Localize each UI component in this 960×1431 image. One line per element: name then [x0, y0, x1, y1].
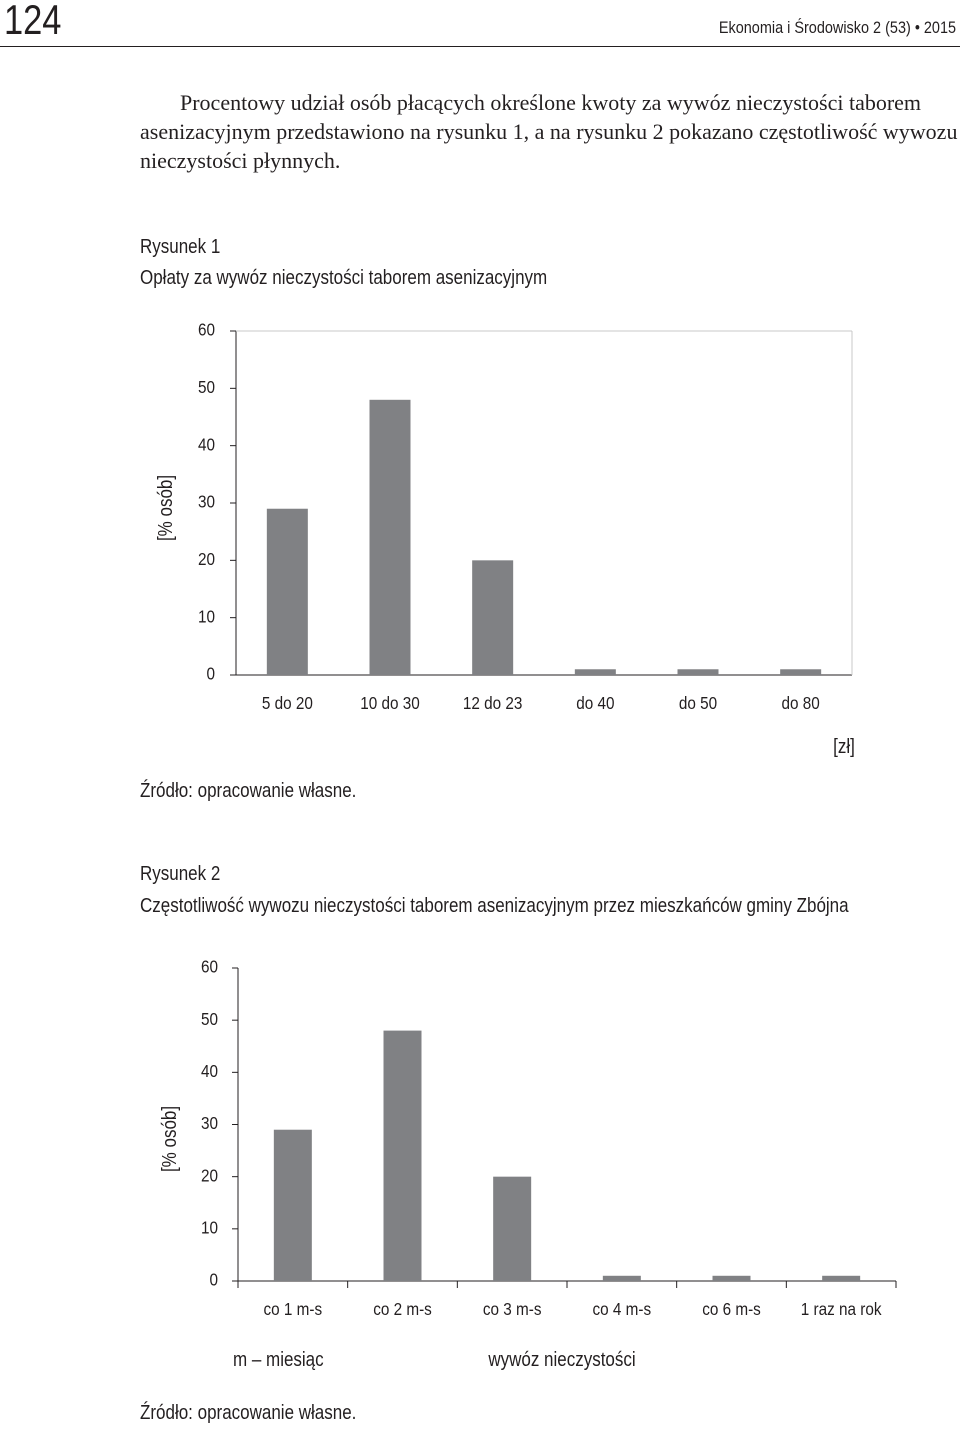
y-tick-label: 40	[200, 1060, 218, 1082]
y-tick-label: 60	[197, 319, 215, 341]
category-label: co 3 m-s	[482, 1298, 542, 1320]
category-label: 1 raz na rok	[800, 1298, 882, 1320]
category-label: co 4 m-s	[592, 1298, 652, 1320]
bar	[384, 1031, 422, 1281]
y-tick-label: 30	[197, 491, 215, 513]
page-number: 124	[4, 0, 62, 43]
category-label: 12 do 23	[462, 692, 523, 714]
y-tick-label: 10	[197, 606, 215, 627]
y-tick-label: 0	[206, 663, 215, 685]
y-tick-label: 0	[209, 1269, 218, 1291]
category-label: do 80	[781, 692, 820, 714]
category-label: 5 do 20	[261, 692, 313, 714]
category-label: co 6 m-s	[702, 1298, 761, 1320]
y-tick-label: 50	[197, 376, 215, 398]
y-tick-label: 20	[197, 548, 215, 570]
journal-header: Ekonomia i Środowisko 2 (53) • 2015	[718, 18, 956, 37]
chart-annotation: m – miesiąc	[233, 1347, 324, 1371]
bar	[713, 1276, 751, 1281]
category-label: do 40	[576, 692, 615, 714]
y-tick-label: 20	[200, 1165, 218, 1186]
y-axis-title: [% osób]	[157, 1105, 181, 1173]
category-label: 10 do 30	[360, 692, 420, 714]
bar	[603, 1276, 641, 1281]
category-label: co 1 m-s	[263, 1298, 323, 1320]
y-axis-title: [% osób]	[153, 474, 177, 542]
category-label: co 2 m-s	[373, 1298, 432, 1320]
figure1-source: Źródło: opracowanie własne.	[140, 780, 357, 802]
bar	[822, 1276, 860, 1281]
bar	[274, 1130, 312, 1281]
y-tick-label: 50	[200, 1008, 218, 1030]
figure2-caption: Częstotliwość wywozu nieczystości taborem asenizacyjnym przez mieszkańców gminy Zbójna	[140, 895, 849, 917]
figure1-label: Rysunek 1	[140, 236, 221, 258]
y-tick-label: 40	[197, 434, 215, 455]
bar	[493, 1177, 531, 1281]
figure1-caption: Opłaty za wywóz nieczystości taborem asenizacyjnym	[140, 267, 548, 289]
category-label: do 50	[678, 692, 718, 714]
figure2-label: Rysunek 2	[140, 863, 221, 885]
figure2-source: Źródło: opracowanie własne.	[140, 1402, 357, 1424]
x-axis-title: wywóz nieczystości	[488, 1347, 636, 1371]
x-axis-title: [zł]	[833, 734, 855, 758]
y-tick-label: 60	[200, 956, 218, 978]
y-tick-label: 30	[200, 1113, 218, 1134]
y-tick-label: 10	[200, 1217, 218, 1238]
intro-text: Procentowy udział osób płacących określone kwoty za wywóz nieczystości taborem asenizacyjnym przedstawiono na rysunku 1, a na rysunku 2 pokazano częstotliwość wywozu nieczystości płynnych.	[140, 90, 958, 173]
